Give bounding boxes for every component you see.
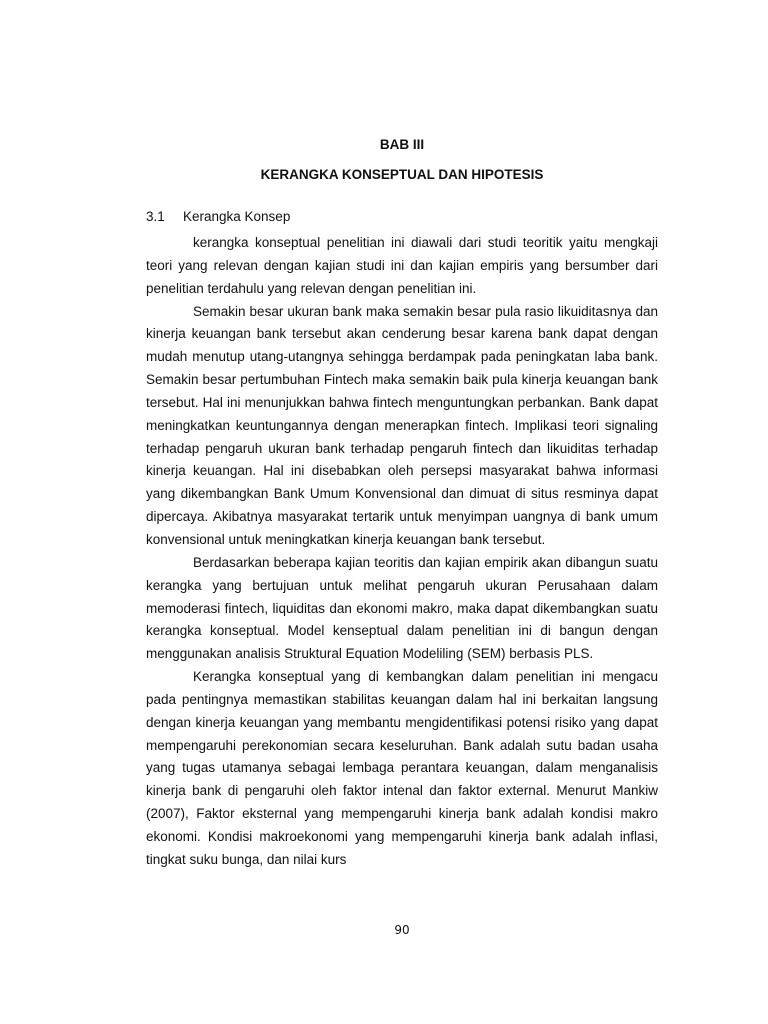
section-number: 3.1	[146, 209, 165, 224]
paragraph: Semakin besar ukuran bank maka semakin besar pula rasio likuiditasnya dan kinerja keuangan bank tersebut akan cenderung besar karena bank dapat dengan mudah menutup utang-utangnya sehingga berdampak pada peningkatan laba bank. Semakin besar pertumbuhan Fintech maka semakin baik pula kinerja keuangan bank tersebut. Hal ini menunjukkan bahwa fintech menguntungkan perbankan. Bank dapat meningkatkan keuntungannya dengan menerapkan fintech. Implikasi teori signaling terhadap pengaruh ukuran bank terhadap pengaruh fintech dan likuiditas terhadap kinerja keuangan. Hal ini disebabkan oleh persepsi masyarakat bahwa informasi yang dikembangkan Bank Umum Konvensional dan dimuat di situs resminya dapat dipercaya. Akibatnya masyarakat tertarik untuk menyimpan uangnya di bank umum konvensional untuk meningkatkan kinerja keuangan bank tersebut.	[146, 303, 658, 547]
paragraph: kerangka konseptual penelitian ini diawali dari studi teoritik yaitu mengkaji teori yang relevan dengan kajian studi ini dan kajian empiris yang bersumber dari penelitian terdahulu yang relevan dengan penelitian ini.	[146, 235, 658, 296]
page-number: 90	[394, 923, 410, 937]
section-heading	[146, 208, 290, 226]
body-text	[146, 232, 658, 872]
paragraph: Kerangka konseptual yang di kembangkan dalam penelitian ini mengacu pada pentingnya memastikan stabilitas keuangan dalam hal ini berkaitan langsung dengan kinerja keuangan yang membantu mengidentifikasi potensi risiko yang dapat mempengaruhi perekonomian secara keseluruhan. Bank adalah sutu badan usaha yang tugas utamanya sebagai lembaga perantara keuangan, dalam menganalisis kinerja bank di pengaruhi oleh faktor intenal dan faktor external. Menurut Mankiw (2007), Faktor eksternal yang mempengaruhi kinerja bank adalah kondisi makro ekonomi. Kondisi makroekonomi yang mempengaruhi kinerja bank adalah inflasi, tingkat suku bunga, dan nilai kurs	[146, 669, 658, 867]
section-title: Kerangka Konsep	[183, 209, 291, 224]
document-page	[146, 0, 658, 1024]
chapter-label: BAB III	[379, 137, 425, 152]
chapter-title: KERANGKA KONSEPTUAL DAN HIPOTESIS	[260, 167, 544, 182]
paragraph: Berdasarkan beberapa kajian teoritis dan kajian empirik akan dibangun suatu kerangka yang bertujuan untuk melihat pengaruh ukuran Perusahaan dalam memoderasi fintech, liquiditas dan ekonomi makro, maka dapat dikembangkan suatu kerangka konseptual. Model kenseptual dalam penelitian ini di bangun dengan menggunakan analisis Struktural Equation Modeliling (SEM) berbasis PLS.	[146, 554, 658, 662]
